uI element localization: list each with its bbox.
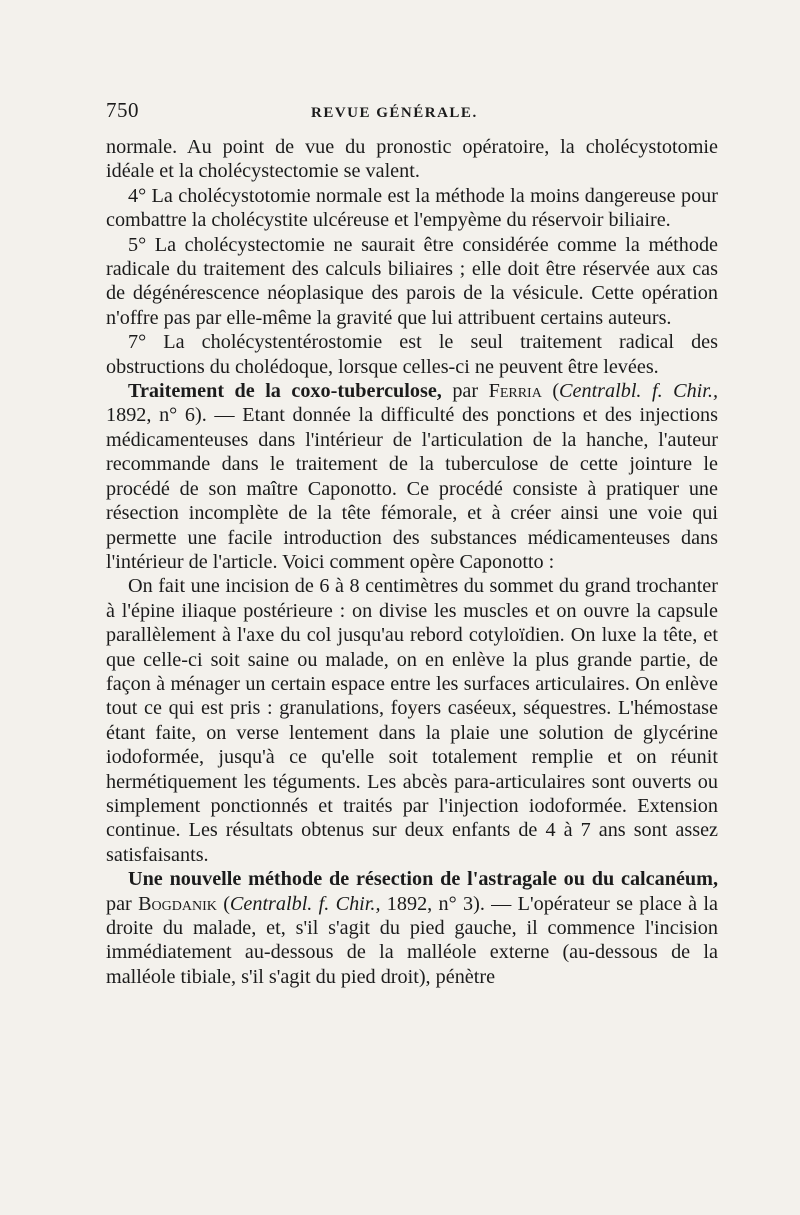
article-author: Ferria — [488, 380, 542, 403]
article-lead: L'opérateur se place à la droite du malade, et, s'il s'agit du pied gauche, il commence l'incision immédiatement au-dessous de la malléole externe (au-dessous de la malléole tibiale, s'il s'agit du pied droit), pénètre — [106, 892, 718, 988]
open-paren: ( — [541, 380, 560, 403]
article-procedure-paragraph: On fait une incision de 6 à 8 centimètres du sommet du grand trochanter à l'épine iliaque postérieure : on divise les muscles et on ouvre la capsule parallèlement à l'axe du col jusqu'au rebord cotyloïdien. On luxe la tête, et que celle-ci soit saine ou malade, on en enlève la plus grande partie, de façon à ménager un certain espace entre les surfaces articulaires. On enlève tout ce qui est pris : granulations, foyers caséeux, séquestres. L'hémostase étant faite, on verse lentement dans la plaie une solution de glycérine iodoformée, jusqu'à ce qu'elle soit totalement remplie et on réunit hermétiquement les téguments. Les abcès para-articulaires sont ouverts ou simplement ponctionnés et traités par l'injection iodoformée. Extension continue. Les résultats obtenus sur deux enfants de 4 à 7 ans sont assez satisfaisants. — [106, 575, 718, 866]
page-header — [106, 98, 718, 123]
conclusion-item-5: 5° La cholécystectomie ne saurait être considérée comme la méthode radicale du traitement des calculs biliaires ; elle doit être réservée aux cas de dégénérescence néoplasique des parois de la vésicule. Cette opération n'offre pas par elle-même la gravité que lui attribuent certains auteurs. — [106, 233, 718, 329]
article-title: Une nouvelle méthode de résection de l'astragale ou du calcanéum, — [128, 868, 718, 891]
conclusion-item-7: 7° La cholécystentérostomie est le seul traitement radical des obstructions du cholédoque, lorsque celles-ci ne peuvent être levées. — [106, 331, 718, 378]
journal-reference: 1892, n° 6). — — [106, 404, 243, 427]
article-astragale-resection — [106, 867, 718, 989]
journal-reference: 1892, n° 3). — — [380, 892, 518, 915]
journal-title: Centralbl. f. Chir., — [229, 892, 381, 915]
conclusion-item-4: 4° La cholécystotomie normale est la méthode la moins dangereuse pour combattre la cholécystite ulcéreuse et l'empyème du réservoir biliaire. — [106, 184, 718, 232]
article-title: Traitement de la coxo-tuberculose, — [128, 380, 442, 403]
page-number: 750 — [106, 98, 139, 122]
by-text: par — [441, 380, 489, 403]
journal-title: Centralbl. f. Chir., — [559, 380, 718, 403]
open-paren: ( — [216, 892, 230, 915]
article-coxo-tuberculose — [106, 379, 718, 574]
by-text: par — [106, 892, 139, 915]
running-title: REVUE GÉNÉRALE. — [311, 105, 478, 121]
body-text — [106, 135, 718, 989]
article-lead: Etant donnée la difficulté des ponctions et des injections médicamenteuses dans l'intérieur de l'articulation de la hanche, l'auteur recommande dans le traitement de la tuberculose de cette jointure le procédé de son maître Caponotto. Ce procédé consiste à pratiquer une résection incomplète de la tête fémorale, et à créer ainsi une voie qui permette une facile introduction des substances médicamenteuses dans l'intérieur de l'article. Voici comment opère Caponotto : — [106, 404, 718, 573]
paragraph-continuation: normale. Au point de vue du pronostic opératoire, la cholécystotomie idéale et la cholécystectomie se valent. — [106, 136, 718, 183]
article-author: Bogdanik — [138, 892, 217, 915]
